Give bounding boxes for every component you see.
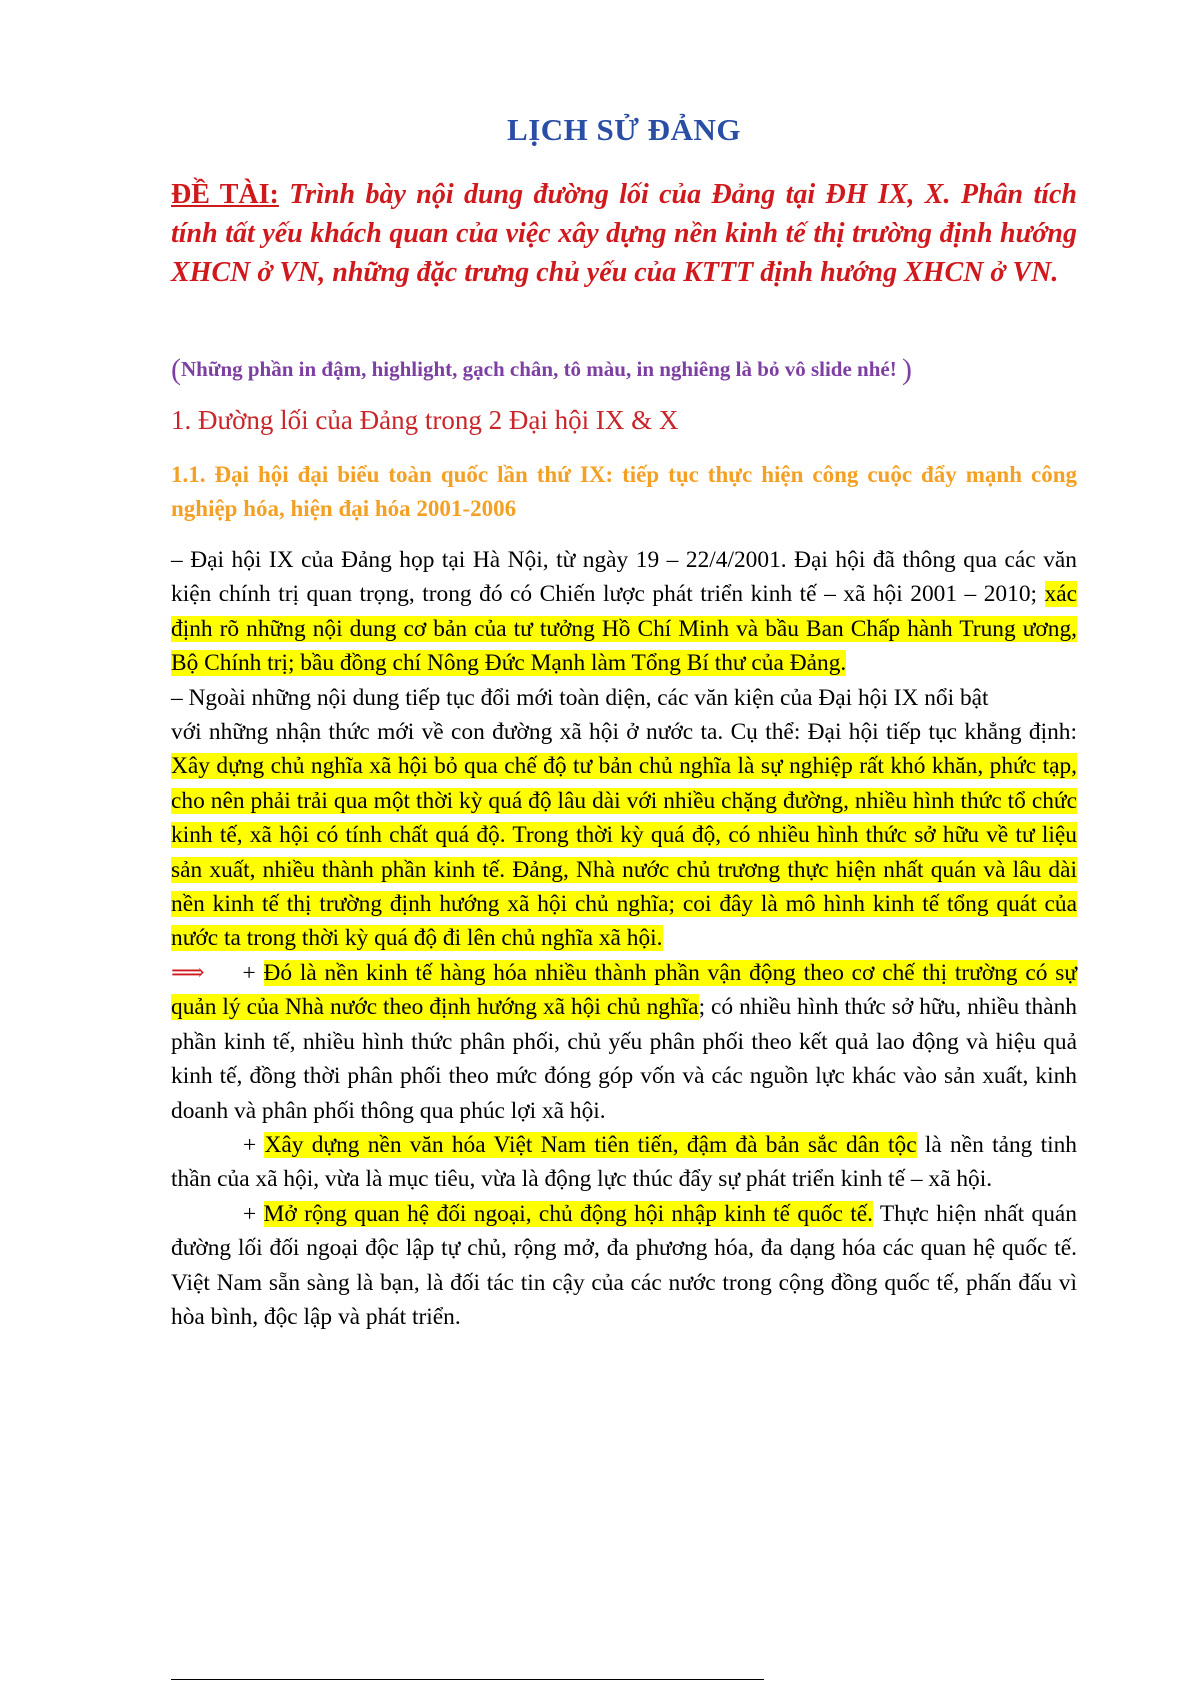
page-title: LỊCH SỬ ĐẢNG: [507, 112, 741, 147]
paragraph-new-awareness-intro: [171, 681, 1077, 715]
note-open-paren: (: [171, 353, 181, 386]
highlighted-text: xác định rõ những nội dung cơ bản của tư tưởng Hồ Chí Minh và bầu Ban Chấp hành Trung ương, Bộ Chính trị; bầu đồng chí Nông Đức Mạnh làm Tổng Bí thư của Đảng.: [171, 581, 1077, 677]
paragraph-text: – Đại hội IX của Đảng họp tại Hà Nội, từ ngày 19 – 22/4/2001. Đại hội đã thông qua các văn kiện chính trị quan trọng, trong đó có Chiến lược phát triển kinh tế – xã hội 2001 – 2010;: [171, 547, 1077, 608]
highlighted-text: Xây dựng nền văn hóa Việt Nam tiên tiến, đậm đà bản sắc dân tộc: [264, 1131, 917, 1158]
body-text: [171, 543, 1077, 1334]
paragraph-text: là nền tảng tinh thần của xã hội, vừa là mục tiêu, vừa là động lực thúc đẩy sự phát triển kinh tế – xã hội.: [171, 1131, 1077, 1193]
section-1-1-heading: 1.1. Đại hội đại biểu toàn quốc lần thứ IX: tiếp tục thực hiện công cuộc đẩy mạnh công nghiệp hóa, hiện đại hóa 2001-2006: [171, 462, 1077, 521]
highlighted-text: Đó là nền kinh tế hàng hóa nhiều thành phần vận động theo cơ chế thị trường có sự quản lý của Nhà nước theo định hướng xã hội chủ nghĩa: [171, 959, 1077, 1021]
implies-arrow-icon: ⟹: [171, 959, 205, 986]
topic-block: [171, 175, 1077, 292]
footer-separator-line: [171, 1679, 764, 1680]
topic-text: Trình bày nội dung đường lối của Đảng tại ĐH IX, X. Phân tích tính tất yếu khách quan của việc xây dựng nền kinh tế thị trường định hướng XHCN ở VN, những đặc trưng chủ yếu của KTTT định hướng XHCN ở VN.: [171, 179, 1077, 288]
paragraph-text: Thực hiện nhất quán đường lối đối ngoại độc lập tự chủ, rộng mở, đa phương hóa, đa dạng hóa các quan hệ quốc tế. Việt Nam sẵn sàng là bạn, là đối tác tin cậy của các nước trong cộng đồng quốc tế, phấn đấu vì hòa bình, độc lập và phát triển.: [171, 1200, 1077, 1330]
paragraph-culture: [171, 1128, 1077, 1197]
bullet-plus: +: [242, 959, 264, 986]
paragraph-text: với những nhận thức mới về con đường xã hội ở nước ta. Cụ thể: Đại hội tiếp tục khẳng định:: [171, 719, 1077, 746]
slide-note: [171, 353, 1077, 387]
paragraph-new-awareness: [171, 715, 1077, 956]
highlighted-text: Mở rộng quan hệ đối ngoại, chủ động hội nhập kinh tế quốc tế.: [263, 1200, 873, 1227]
paragraph-congress-ix: [171, 543, 1077, 681]
section-1-heading: 1. Đường lối của Đảng trong 2 Đại hội IX & X: [171, 405, 679, 435]
paragraph-foreign-relations: [171, 1197, 1077, 1335]
paragraph-market-economy: [171, 956, 1077, 1128]
note-close-paren: ): [901, 353, 912, 386]
highlighted-text: Xây dựng chủ nghĩa xã hội bỏ qua chế độ tư bản chủ nghĩa là sự nghiệp rất khó khăn, phức tạp, cho nên phải trải qua một thời kỳ quá độ lâu dài với nhiều chặng đường, nhiều hình thức tổ chức kinh tế, xã hội có tính chất quá độ. Trong thời kỳ quá độ, có nhiều hình thức sở hữu về tư liệu sản xuất, nhiều thành phần kinh tế. Đảng, Nhà nước chủ trương thực hiện nhất quán và lâu dài nền kinh tế thị trường định hướng xã hội chủ nghĩa; coi đây là mô hình kinh tế tổng quát của nước ta trong thời kỳ quá độ đi lên chủ nghĩa xã hội.: [171, 753, 1077, 952]
bullet-plus: +: [243, 1200, 264, 1227]
paragraph-text: ; có nhiều hình thức sở hữu, nhiều thành phần kinh tế, nhiều hình thức phân phối, chủ yếu phân phối theo kết quả lao động và hiệu quả kinh tế, đồng thời phân phối theo mức đóng góp vốn và các nguồn lực khác vào sản xuất, kinh doanh và phân phối thông qua phúc lợi xã hội.: [171, 994, 1078, 1124]
topic-label: ĐỀ TÀI:: [171, 179, 279, 210]
bullet-plus: +: [243, 1131, 265, 1158]
note-text: Những phần in đậm, highlight, gạch chân, tô màu, in nghiêng là bỏ vô slide nhé!: [181, 357, 897, 381]
paragraph-text: – Ngoài những nội dung tiếp tục đổi mới toàn diện, các văn kiện của Đại hội IX nổi bật: [171, 684, 989, 711]
